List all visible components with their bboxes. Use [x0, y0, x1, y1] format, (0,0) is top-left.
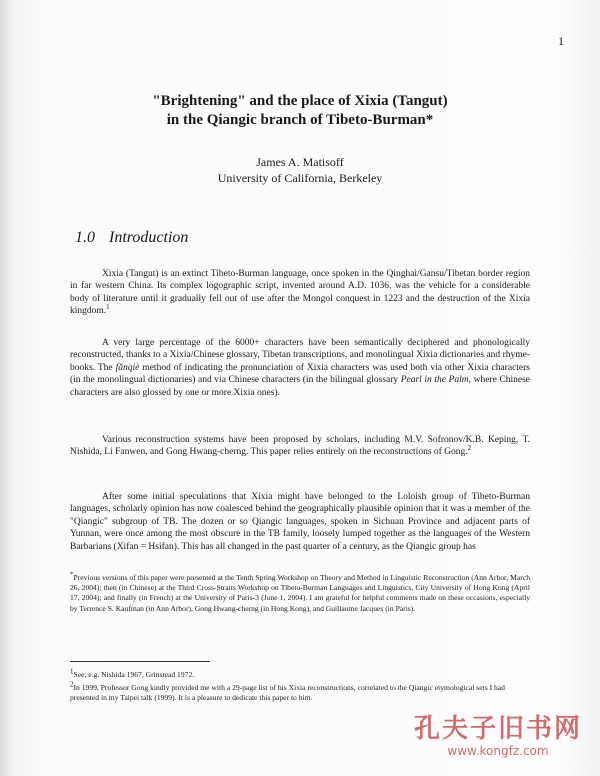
paragraph-4	[70, 491, 530, 553]
footnote-ref-2: 2	[467, 444, 472, 453]
paragraph-3	[70, 434, 530, 459]
footnote-2-mark: 2	[70, 680, 74, 689]
footnote-divider	[70, 661, 210, 662]
book-title: Pearl in the Palm	[400, 375, 469, 386]
paragraph-2-text-a: A very large percentage of the 6000+ characters have been semantically deciphered and phonologically reconstructed, thanks to a Xixia/Chinese glossary, Tibetan transcriptions, and monolingual Xixia dictionaries and rhyme-books. The	[70, 338, 530, 373]
watermark-url: www.kongfz.com	[447, 744, 549, 758]
acknowledgement-text: Previous versions of this paper were presented at the Tenth Spring Workshop on Theory and Method in Linguistic Reconstruction (Ann Arbor, March 26, 2004); then (in Chinese) at the Third Cross-Straits Workshop on Tibeto-Burman Languages and Linguistics, City University of Hong Kong (April 17, 2004); and finally (in French) at the University of Paris-3 (June 1, 2004). I am grateful for helpful comments made on these occasions, especially by Terrence S. Kaufman (in Ann Arbor), Gong Hwang-cherng (in Hong Kong), and Guillaume Jacques (in Paris).	[70, 573, 530, 613]
note-star: *	[70, 570, 74, 579]
footnote-2	[70, 680, 530, 703]
paragraph-1-text: Xixia (Tangut) is an extinct Tibeto-Burman language, once spoken in the Qinghai/Gansu/Tibetan border region in far western China. Its complex logographic script, invented around A.D. 1036, was the vehicle for a considerable body of literature until it gradually fell out of use after the Mongol conquest in 1223 and the destruction of the Xixia kingdom.	[70, 269, 530, 317]
section-title: Introduction	[109, 229, 189, 246]
paper-title	[0, 92, 600, 130]
acknowledgement-note	[70, 570, 530, 614]
footnote-1-text: See, e.g. Nishida 1967, Grinstead 1972.	[73, 670, 195, 679]
footnote-1-mark: 1	[70, 667, 74, 676]
author-name: James A. Matisoff	[256, 155, 344, 169]
footnote-2-text: In 1999, Professor Gong kindly provided me with a 29-page list of his Xixia reconstructions, correlated to the Qiangic etymological sets I had presented in my Taipei talk (1999). It is a pleasure to dedicate this paper to him.	[70, 683, 505, 703]
footnote-1	[70, 667, 530, 680]
section-heading	[75, 229, 188, 247]
author-block	[0, 154, 600, 186]
section-number: 1.0	[75, 229, 95, 246]
page-number: 1	[558, 34, 564, 48]
paragraph-2-text-c: , where Chinese characters are also glossed by one or more Xixia ones).	[70, 375, 531, 398]
paragraph-2	[70, 337, 530, 399]
author-affiliation: University of California, Berkeley	[217, 171, 383, 185]
paragraph-2-text-b: method of indicating the pronunciation of Xixia characters was used both via other Xixia characters (in the monolingual dictionaries) and via Chinese characters (in the bilingual glossary	[70, 362, 530, 386]
paragraph-1	[70, 268, 530, 318]
footnote-ref-1: 1	[106, 303, 110, 312]
watermark-logo-text: 孔夫子旧书网	[413, 714, 582, 744]
paragraph-3-text: Various reconstruction systems have been proposed by scholars, including M.V. Sofronov/K.B. Keping, T. Nishida, Li Fanwen, and Gong Hwang-cherng. This paper relies entirely on the reconstructions of Gong.	[70, 435, 530, 458]
watermark	[414, 714, 582, 758]
paragraph-4-text: After some initial speculations that Xixia might have belonged to the Loloish group of Tibeto-Burman languages, scholarly opinion has now coalesced behind the geographically plausible opinion that it was a member of the "Qiangic" subgroup of TB. The dozen or so Qiangic languages, spoken in Sichuan Province and adjacent parts of Yunnan, were once among the most obscure in the TB family, loosely lumped together as the languages of the Western Barbarians (Xifan = Hsifan). This has all changed in the past quarter of a century, as the Qiangic group has	[70, 492, 530, 552]
title-line-1: "Brightening" and the place of Xixia (Tangut)	[152, 93, 448, 109]
fanqie-term: fǎnqiè	[115, 362, 140, 373]
title-line-2: in the Qiangic branch of Tibeto-Burman*	[166, 112, 434, 128]
